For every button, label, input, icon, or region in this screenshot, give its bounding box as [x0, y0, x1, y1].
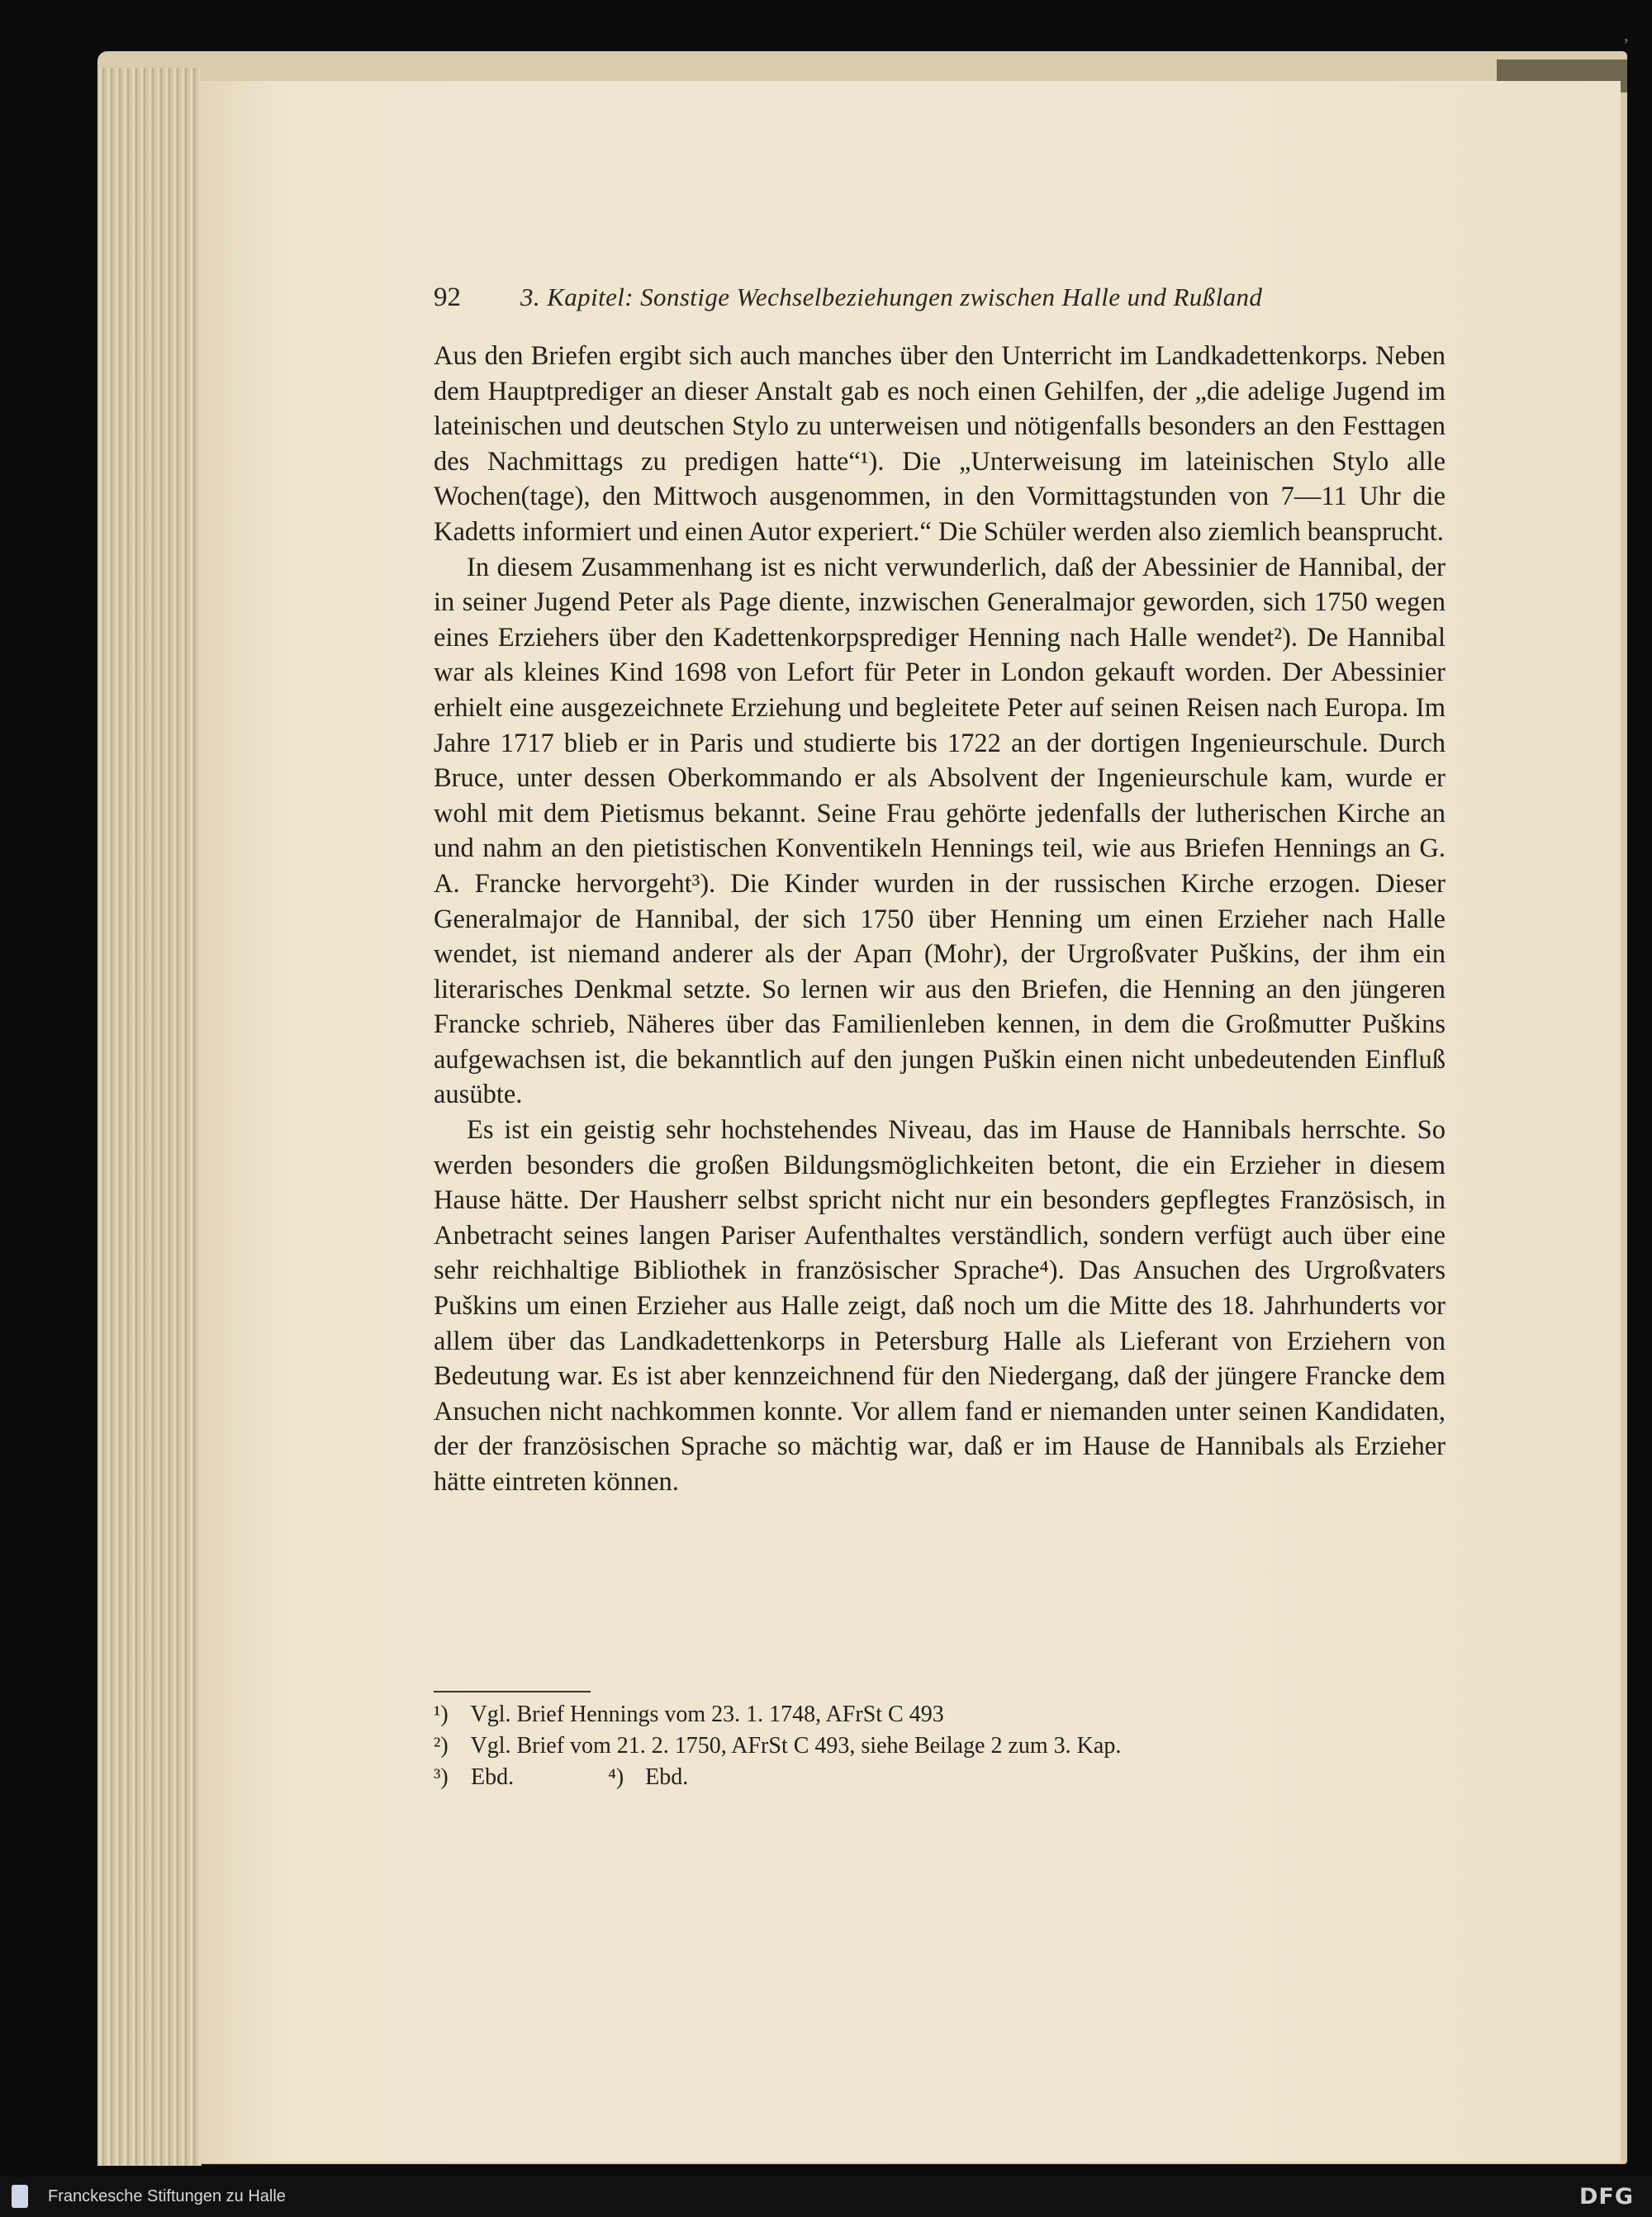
- corner-mark: ʼ: [1623, 35, 1630, 55]
- paragraph-1: Aus den Briefen ergibt sich auch manches über den Unterricht im Landkadettenkorps. Neben dem Hauptprediger an dieser Anstalt gab es noch einen Gehilfen, der „die adelige Jugend im lateinischen und deutschen Stylo zu unterweisen und nötigenfalls besonders an den Festtagen des Nachmittags zu predigen hatte“¹). Die „Unterweisung im lateinischen Stylo alle Wochen(tage), den Mittwoch ausgenommen, in den Vormittagstunden von 7—11 Uhr die Kadetts informiert und einen Autor experiert.“ Die Schüler werden also ziemlich beansprucht.: [434, 341, 1446, 547]
- footnote-1: [434, 1699, 1425, 1730]
- running-title: 3. Kapitel: Sonstige Wechselbeziehungen zwischen Halle und Rußland: [520, 282, 1263, 311]
- franckesche-logo-icon: [12, 2185, 28, 2208]
- institution-name: Franckesche Stiftungen zu Halle: [48, 2187, 286, 2205]
- footnote-text: Vgl. Brief Hennings vom 23. 1. 1748, AFrSt C 493: [470, 1702, 944, 1727]
- paragraph-2: In diesem Zusammenhang ist es nicht verwunderlich, daß der Abessinier de Hannibal, der in seiner Jugend Peter als Page diente, inzwischen Generalmajor geworden, sich 1750 wegen eines Erziehers über den Kadettenkorpsprediger Henning nach Halle wendet²). De Hannibal war als kleines Kind 1698 von Lefort für Peter in London gekauft worden. Der Abessinier erhielt eine ausgezeichnete Erziehung und begleitete Peter auf seinen Reisen nach Europa. Im Jahre 1717 blieb er in Paris und studierte bis 1722 an der dortigen Ingenieurschule. Durch Bruce, unter dessen Oberkommando er als Absolvent der Ingenieurschule kam, wurde er wohl mit dem Pietismus bekannt. Seine Frau gehörte jedenfalls der lutherischen Kirche an und nahm an den pietistischen Konventikeln Hennings teil, wie aus Briefen Hennings an G. A. Francke hervorgeht³). Die Kinder wurden in der russischen Kirche erzogen. Dieser Generalmajor de Hannibal, der sich 1750 über Henning um einen Erzieher nach Halle wendet, ist niemand anderer als der Арап (Mohr), der Urgroßvater Puškins, der ihm ein literarisches Denkmal setzte. So lernen wir aus den Briefen, die Henning an den jüngeren Francke schrieb, Näheres über das Familienleben kennen, in dem die Großmutter Puškins aufgewachsen ist, die bekanntlich auf den jungen Puškin einen nicht unbedeutenden Einfluß ausübte.: [434, 552, 1446, 1110]
- page-number: 92: [434, 282, 461, 312]
- footnote-marker: ⁴): [608, 1764, 624, 1790]
- footnote-text: Ebd.: [645, 1764, 689, 1790]
- footnote-2: [434, 1730, 1425, 1762]
- footnote-text: Ebd.: [471, 1764, 515, 1790]
- footnote-marker: ³): [434, 1764, 449, 1790]
- footnote-3-4: [434, 1762, 1425, 1793]
- viewer-footer: [0, 2177, 1652, 2217]
- footnote-marker: ¹): [434, 1702, 449, 1727]
- footnotes: [434, 1699, 1425, 1793]
- dfg-logo: DFG: [1578, 2184, 1634, 2210]
- paragraph-3: Es ist ein geistig sehr hochstehendes Niveau, das im Hause de Hannibals herrschte. So werden besonders die großen Bildungsmöglichkeiten betont, die ein Erzieher in diesem Hause hätte. Der Hausherr selbst spricht nicht nur ein besonders gepflegtes Französisch, in Anbetracht seines langen Pariser Aufenthaltes verständlich, sondern verfügt auch über eine sehr reichhaltige Bibliothek in französischer Sprache⁴). Das Ansuchen des Urgroßvaters Puškins um einen Erzieher aus Halle zeigt, daß noch um die Mitte des 18. Jahrhunderts vor allem über das Landkadettenkorps in Petersburg Halle als Lieferant von Erziehern von Bedeutung war. Es ist aber kennzeichnend für den Niedergang, daß der jüngere Francke dem Ansuchen nicht nachkommen konnte. Vor allem fand er niemanden unter seinen Kandidaten, der der französischen Sprache so mächtig war, daß er im Hause de Hannibals als Erzieher hätte eintreten können.: [434, 1115, 1446, 1497]
- footnote-marker: ²): [434, 1733, 449, 1759]
- running-header: [434, 282, 1363, 320]
- main-text: [434, 339, 1446, 1500]
- page-edges: [97, 68, 202, 2166]
- footnote-text: Vgl. Brief vom 21. 2. 1750, AFrSt C 493, siehe Beilage 2 zum 3. Kap.: [470, 1733, 1122, 1759]
- footnote-rule: [434, 1691, 591, 1692]
